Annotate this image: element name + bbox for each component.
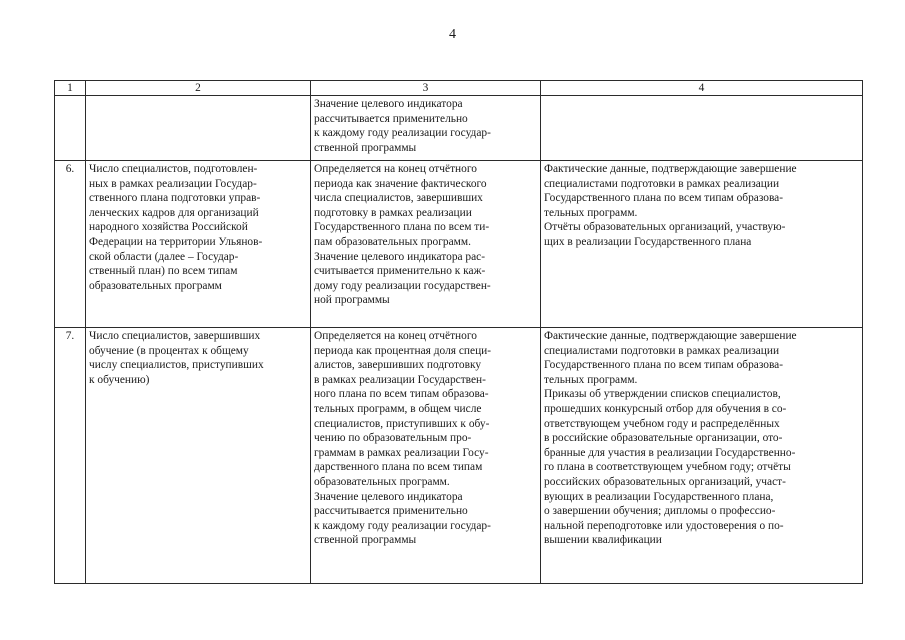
indicator-cell [86, 96, 311, 161]
indicator-cell [86, 161, 311, 328]
header-cell-1: 1 [55, 81, 86, 96]
header-cell-3: 3 [311, 81, 541, 96]
sources-paragraph: Фактические данные, подтверждающие завершение специалистами подготовки в рамках реализации Государственного плана по всем типам образова- тельных программ. [544, 330, 797, 386]
indicator-text: Число специалистов, завершивших обучение (в процентах к общему числу специалистов, приступивших к обучению) [89, 330, 264, 386]
sources-cell [541, 161, 863, 328]
row-number: 7. [55, 328, 86, 584]
indicators-table [54, 80, 863, 584]
page-number: 4 [449, 27, 456, 42]
method-paragraph: Значение целевого индикатора рас- считывается применительно к каж- дому году реализации государствен- ной программы [314, 250, 491, 307]
table-header-row [55, 81, 863, 96]
table-row [55, 96, 863, 161]
indicator-text: Число специалистов, подготовлен- ных в рамках реализации Государ- ственного плана подготовки управ- ленческих кадров для организаций народного хозяйства Российской Федерации на территории Ульянов- ской области (далее – Государ- ственный план) по всем типам образовательных программ [89, 163, 263, 292]
header-cell-4: 4 [541, 81, 863, 96]
method-paragraph: Значение целевого индикатора рассчитывается применительно к каждому году реализации государ- ственной программы [314, 490, 491, 547]
method-cell [311, 328, 541, 584]
sources-paragraph: Приказы об утверждении списков специалистов, прошедших конкурсный отбор для обучения в со- ответствующем учебном году и распределённых в российские образовательные организации, ото- бранные для участия в реализации Государственно- го плана в соответствующем учебном году; отчёты российских образовательных организаций, участ- вующих в реализации Государственного плана, о завершении обучения; дипломы о профессио- нальной переподготовке или удостоверения о по- вышении квалификации [544, 388, 796, 547]
sources-cell [541, 96, 863, 161]
method-cell [311, 96, 541, 161]
table-row [55, 328, 863, 584]
table-row [55, 161, 863, 328]
row-number: 6. [55, 161, 86, 328]
header-cell-2: 2 [86, 81, 311, 96]
indicator-cell [86, 328, 311, 584]
sources-paragraph: Отчёты образовательных организаций, участвую- щих в реализации Государственного плана [544, 221, 786, 248]
method-paragraph: Значение целевого индикатора рассчитывается применительно к каждому году реализации государ- ственной программы [314, 98, 491, 154]
sources-paragraph: Фактические данные, подтверждающие завершение специалистами подготовки в рамках реализации Государственного плана по всем типам образова- тельных программ. [544, 163, 797, 219]
method-paragraph: Определяется на конец отчётного периода как процентная доля специ- алистов, завершивших подготовку в рамках реализации Государствен- ного плана по всем типам образова- тельных программ, в общем числе специалистов, приступивших к обу- чению по образовательным про- граммам в рамках реализации Госу- дарственного плана по всем типам образовательных программ. [314, 330, 492, 488]
sources-cell [541, 328, 863, 584]
method-paragraph: Определяется на конец отчётного периода как значение фактического числа специалистов, завершивших подготовку в рамках реализации Государственного плана по всем ти- пам образовательных программ. [314, 163, 490, 248]
row-number [55, 96, 86, 161]
method-cell [311, 161, 541, 328]
